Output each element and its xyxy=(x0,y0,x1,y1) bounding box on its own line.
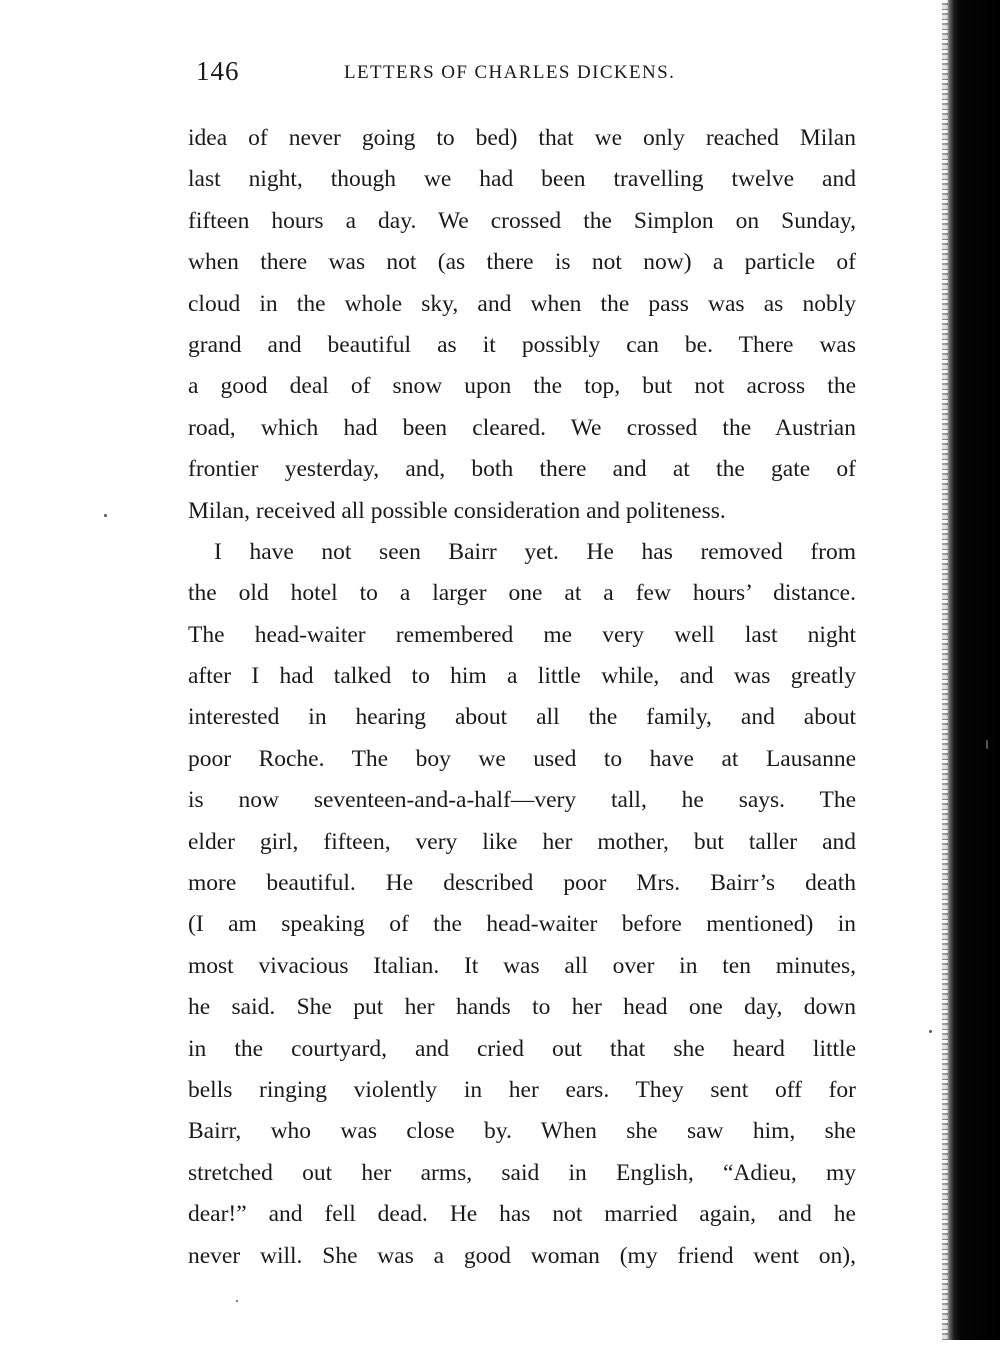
text-line: he said. She put her hands to her head one day, down xyxy=(188,994,856,1021)
page-edge-shadow xyxy=(942,0,1000,1340)
running-head: LETTERS OF CHARLES DICKENS. xyxy=(344,62,676,83)
text-line: stretched out her arms, said in English, “Adieu, my xyxy=(188,1159,856,1186)
text-line: when there was not (as there is not now) a particle of xyxy=(188,249,856,276)
text-line: fifteen hours a day. We crossed the Simplon on Sunday, xyxy=(188,207,856,234)
page-header xyxy=(196,50,856,90)
text-line: never will. She was a good woman (my friend went on), xyxy=(188,1242,856,1269)
text-line: is now seventeen-and-a-half—very tall, he says. The xyxy=(188,787,856,814)
scan-speck xyxy=(104,514,107,517)
text-line: cloud in the whole sky, and when the pass was as nobly xyxy=(188,290,856,317)
text-line: (I am speaking of the head-waiter before mentioned) in xyxy=(188,911,856,938)
text-line: in the courtyard, and cried out that she heard little xyxy=(188,1035,856,1062)
text-line: grand and beautiful as it possibly can be. There was xyxy=(188,331,856,358)
text-line: last night, though we had been travelling twelve and xyxy=(188,166,856,193)
text-line: interested in hearing about all the family, and about xyxy=(188,704,856,731)
text-line: more beautiful. He described poor Mrs. Bairr’s death xyxy=(188,870,856,897)
scan-speck xyxy=(236,1300,238,1302)
text-line: idea of never going to bed) that we only reached Milan xyxy=(188,125,856,151)
text-line: dear!” and fell dead. He has not married again, and he xyxy=(188,1201,856,1228)
text-line: poor Roche. The boy we used to have at Lausanne xyxy=(188,745,856,772)
text-line: a good deal of snow upon the top, but not across the xyxy=(188,373,856,400)
text-line: the old hotel to a larger one at a few hours’ distance. xyxy=(188,580,856,607)
text-line: bells ringing violently in her ears. They sent off for xyxy=(188,1076,856,1103)
text-line: The head-waiter remembered me very well last night xyxy=(188,621,856,648)
text-line: road, which had been cleared. We crossed the Austrian xyxy=(188,414,856,441)
text-line: after I had talked to him a little while, and was greatly xyxy=(188,663,856,690)
body-text xyxy=(188,118,856,1277)
page-number: 146 xyxy=(196,56,240,86)
text-line: Bairr, who was close by. When she saw him, she xyxy=(188,1118,856,1145)
text-line: most vivacious Italian. It was all over in ten minutes, xyxy=(188,952,856,979)
text-line: Milan, received all possible consideration and politeness. xyxy=(188,497,726,524)
page-edge-texture xyxy=(942,0,948,1340)
scan-speck xyxy=(929,1030,932,1033)
scan-speck xyxy=(986,740,988,749)
paragraph-start-line: I have not seen Bairr yet. He has removed from xyxy=(214,538,856,565)
text-line: frontier yesterday, and, both there and at the gate of xyxy=(188,456,856,483)
text-line: elder girl, fifteen, very like her mother, but taller and xyxy=(188,828,856,855)
